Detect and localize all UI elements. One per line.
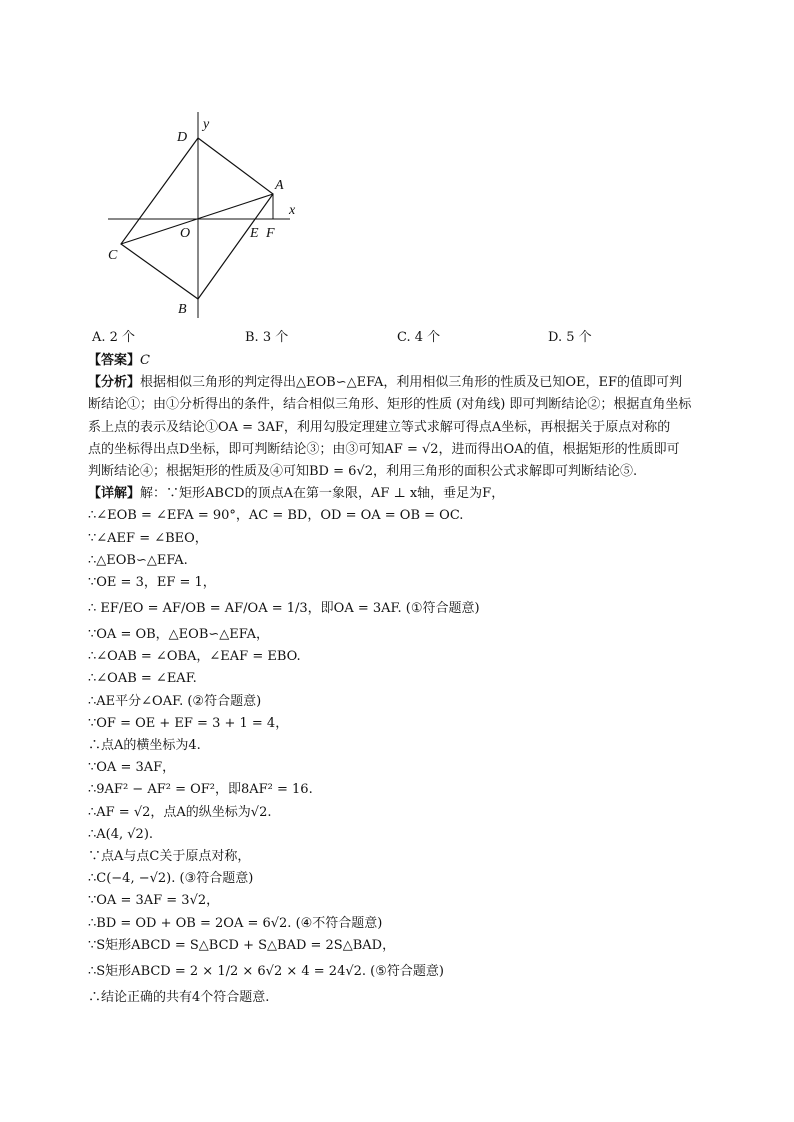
detail-line-15: ∴AF = √2，点A的纵坐标为√2. [88,804,272,820]
detail-line-3: ∵∠AEF = ∠BEO， [88,530,208,546]
detail-tag: 【详解】 [88,486,141,502]
detail-line-18: ∴C(−4, −√2). (③符合题意) [88,871,254,887]
detail-line-2: ∴∠EOB = ∠EFA = 90°，AC = BD，OD = OA = OB = OC. [88,508,464,524]
detail-line-7: ∵OA = OB，△EOB∽△EFA， [88,627,270,643]
analysis-line-3: 系上点的表示及结论①OA = 3AF，利用勾股定理建立等式求解可得点A坐标，再根据关于原点对称的 [88,419,671,435]
detail-line-5: ∵OE = 3，EF = 1， [88,574,216,590]
solution-block [88,350,748,1009]
detail-line-6: ∴ EF/EO = AF/OB = AF/OA = 1/3，即OA = 3AF. (①符合题意) [88,601,480,617]
analysis-line-1 [88,372,748,394]
option-d: D. 5 个 [548,330,592,345]
label-d: D [177,130,188,145]
geometry-figure [100,108,310,323]
detail-line-22: ∴S矩形ABCD = 2 × 1/2 × 6√2 × 4 = 24√2. (⑤符合题意) [88,963,444,979]
analysis-line-5: 判断结论④；根据矩形的性质及④可知BD = 6√2，利用三角形的面积公式求解即可判断结论⑤. [88,463,638,479]
analysis-line-4: 点的坐标得出点D坐标，即可判断结论③；由③可知AF = √2，进而得出OA的值，根据矩形的性质即可 [88,441,680,457]
answer-value: C [140,353,150,368]
option-c: C. 4 个 [397,330,441,345]
label-c: C [108,248,118,263]
label-x: x [289,203,296,218]
answer-options [92,326,732,346]
detail-line-11: ∵OF = OE + EF = 3 + 1 = 4， [88,715,289,731]
detail-line-20: ∴BD = OD + OB = 2OA = 6√2. (④不符合题意) [88,915,383,931]
label-y: y [203,117,210,132]
option-b: B. 3 个 [245,330,289,345]
detail-line-23: ∴结论正确的共有4个符合题意. [88,989,270,1005]
detail-line-13: ∵OA = 3AF， [88,760,176,776]
detail-line-21: ∵S矩形ABCD = S△BCD + S△BAD = 2S△BAD， [88,937,396,953]
detail-line-16: ∴A(4, √2). [88,826,154,842]
detail-line-12: ∴点A的横坐标为4. [88,738,201,753]
label-o: O [180,226,191,241]
label-e: E [250,226,259,241]
detail-text-1: 解：∵矩形ABCD的顶点A在第一象限，AF ⊥ x轴，垂足为F， [140,486,505,502]
answer-tag: 【答案】 [88,353,141,368]
analysis-tag: 【分析】 [88,375,141,391]
detail-line-19: ∵OA = 3AF = 3√2， [88,893,220,909]
analysis-text-1: 根据相似三角形的判定得出△EOB∽△EFA，利用相似三角形的性质及已知OE，EF的值即可判 [140,375,683,391]
label-b: B [178,302,187,317]
detail-line-10: ∴AE平分∠OAF. (②符合题意) [88,693,262,709]
analysis-line-2: 断结论①；由①分析得出的条件，结合相似三角形、矩形的性质 (对角线) 即可判断结论②；根据直角坐标 [88,397,692,413]
detail-line-9: ∴∠OAB = ∠EAF. [88,671,197,687]
option-a: A. 2 个 [92,330,136,345]
label-a: A [275,178,284,193]
detail-line-1 [88,483,748,505]
label-f: F [266,226,275,241]
detail-line-4: ∴△EOB∽△EFA. [88,552,188,568]
detail-line-17: ∵点A与点C关于原点对称， [88,848,251,864]
detail-line-14: ∴9AF² − AF² = OF²，即8AF² = 16. [88,782,313,798]
detail-line-8: ∴∠OAB = ∠OBA，∠EAF = EBO. [88,649,301,665]
answer-line [88,350,748,372]
